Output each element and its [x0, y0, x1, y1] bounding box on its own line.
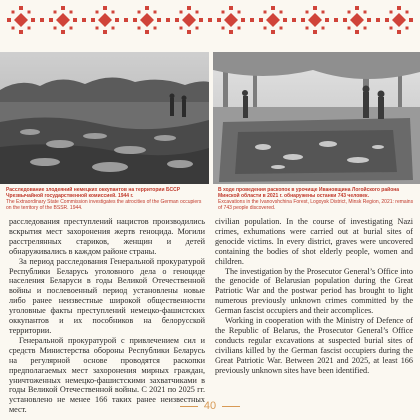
ornament-motif	[217, 6, 245, 34]
photo-excavation-2021	[213, 52, 420, 184]
ornament-motif	[385, 6, 413, 34]
body-paragraph: The investigation by the Prosecutor General’s Office into the genocide of Belarusian population during the Great Patriotic War and the postwar period has brought to light numerous previously unknown crimes committed by the German fascist occupiers and their accomplices.	[215, 266, 413, 316]
page-number-dash	[222, 406, 240, 407]
body-paragraph: За период расследования Генеральной прокуратурой Республики Беларусь уголовного дела о геноциде населения Беларуси в годы Великой Отечественной войны и послевоенный период установлены новые либо ранее неизвестные широкой общественности уголовные факты преступлений немецко-фашистских оккупантов и их пособников на белорусской территории.	[9, 256, 205, 335]
ornament-filler	[40, 18, 44, 22]
ornament-filler	[292, 18, 296, 22]
ornament-motif	[91, 6, 119, 34]
ornament-filler	[124, 18, 128, 22]
body-paragraph: civilian population. In the course of investigating Nazi crimes, exhumations were carried out at burial sites of genocide victims. In every district, graves were uncovered containing the bodies of shot elderly people, women and children.	[215, 217, 413, 266]
ornament-motif	[49, 6, 77, 34]
ornament-band	[0, 0, 420, 42]
body-paragraph: расследования преступлений нацистов производились вскрытия мест захоронения жертв геноцида. Могили расстрелянных стариков, женщин и детей обнаруживались в каждом районе страны.	[9, 217, 205, 256]
ornament-motif	[259, 6, 287, 34]
body-column-russian	[9, 217, 205, 415]
ornament-filler	[208, 18, 212, 22]
ornament-motif	[7, 6, 35, 34]
ornament-motif	[133, 6, 161, 34]
page-number	[0, 400, 420, 412]
ornament-filler	[334, 18, 338, 22]
photo-left-caption-ru: Расследование злодеяний немецких оккупантов на территории БССР Чрезвычайной государственной комиссией. 1944 г.	[6, 187, 181, 199]
ornament-filler	[166, 18, 170, 22]
ornament-filler	[250, 18, 254, 22]
photo-investigation-1944	[0, 52, 209, 184]
photo-right-caption-ru: В ходе проведения раскопок в урочище Ивановщина Логойского района Минской области в 2021 г. обнаружены останки 743 человек.	[218, 187, 400, 199]
ornament-motif	[175, 6, 203, 34]
body-paragraph: Генеральной прокуратурой с привлечением сил и средств Министерства обороны Республики Беларусь на регулярной основе проводятся раскопки предполагаемых мест захоронения мирных граждан, уничтоженных немецко-фашистскими захватчиками в годы Великой Отечественной войны. С 2021 по 2025 гг. установлено не менее 166 таких ранее неизвестных мест.	[9, 335, 205, 415]
ornament-filler	[376, 18, 380, 22]
ornament-filler	[82, 18, 86, 22]
photo-left-caption-en: The Extraordinary State Commission investigates the atrocities of the German occupiers on the territory of the BSSR. 1944.	[6, 199, 202, 211]
page-number-label: 40	[203, 400, 217, 412]
body-paragraph: Working in cooperation with the Ministry of Defence of the Republic of Belarus, the Prosecutor General’s Office conducts regular excavations at suspected burial sites of civilians killed by the German fascist occupiers during the Great Patriotic War. Between 2021 and 2025, at least 166 previously unknown sites have been identified.	[215, 316, 413, 375]
ornament-motif	[343, 6, 371, 34]
folk-ornament-pattern	[0, 0, 420, 42]
body-column-english	[215, 217, 413, 376]
page-number-dash	[180, 406, 198, 407]
photo-right-caption-en: Excavations in the Ivanovshchina Forest, Logoysk District, Minsk Region, 2021: remains of 743 people discovered.	[218, 199, 414, 211]
ornament-motif	[301, 6, 329, 34]
